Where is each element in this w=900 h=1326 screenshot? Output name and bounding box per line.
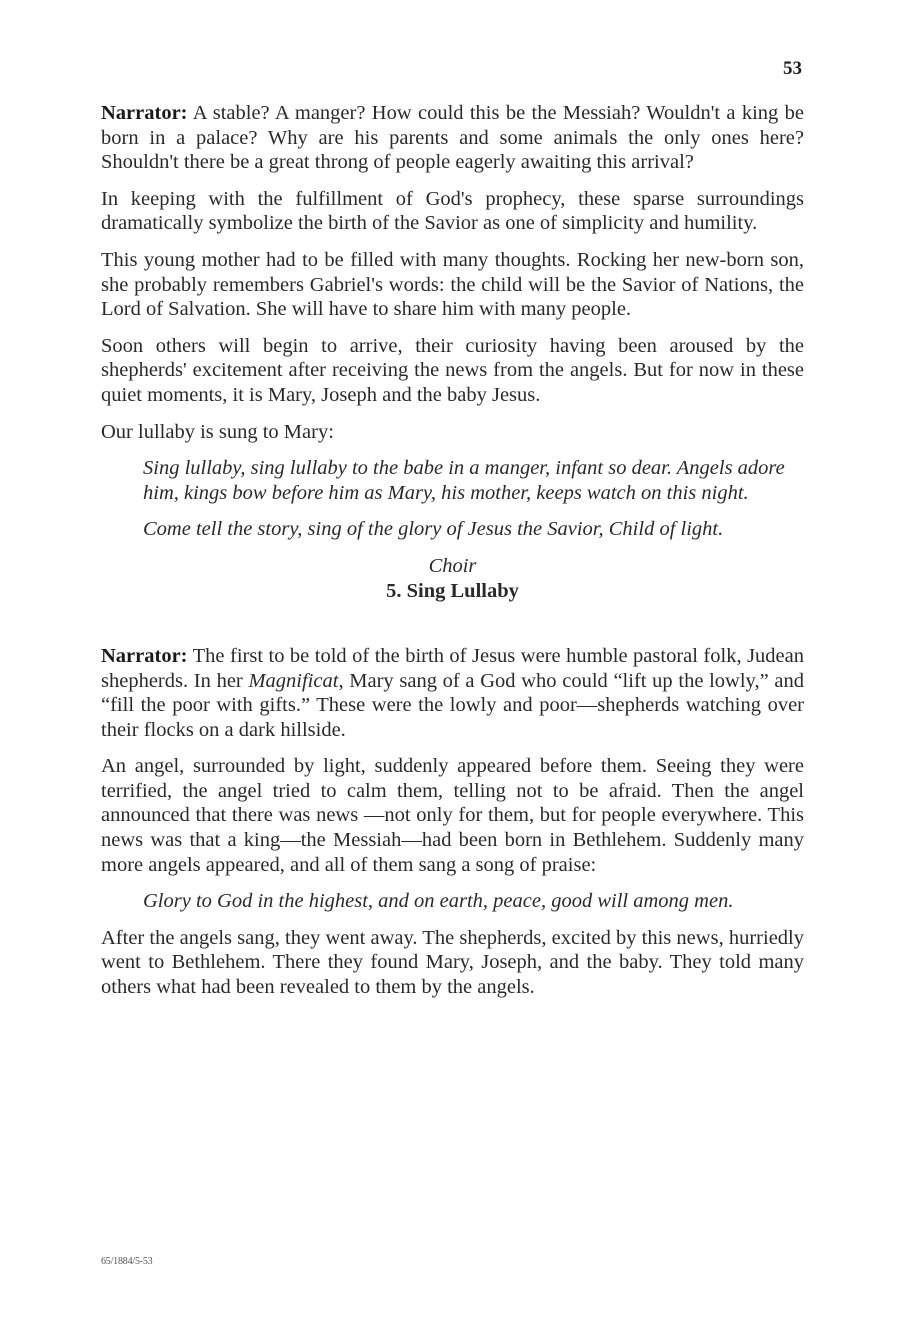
lyric-verse-2: Come tell the story, sing of the glory of Jesus the Savior, Child of light. — [143, 518, 724, 541]
paragraph-2: In keeping with the fulfillment of God's prophecy, these sparse surroundings dramatically symbolize the birth of the Savior as one of simplicity and humility. — [101, 187, 804, 235]
song-header — [101, 554, 804, 604]
paragraph-4: Soon others will begin to arrive, their curiosity having been aroused by the shepherds' excitement after receiving the news from the angels. But for now in these quiet moments, it is Mary, Joseph and the baby Jesus. — [101, 334, 804, 406]
narrator-paragraph-1 — [101, 101, 804, 175]
paragraph-shepherds: After the angels sang, they went away. The shepherds, excited by this news, hurriedly went to Bethlehem. There they found Mary, Joseph, and the baby. They told many others what had been revealed to them by the angels. — [101, 926, 804, 999]
paragraph-3: This young mother had to be filled with many thoughts. Rocking her new-born son, she probably remembers Gabriel's words: the child will be the Savior of Nations, the Lord of Salvation. She will have to share him with many people. — [101, 248, 804, 321]
narrator-paragraph-2 — [101, 644, 804, 742]
page-content — [101, 101, 804, 1012]
paragraph-text: , Mary sang of a God who could “lift up the lowly,” and “fill the poor with gifts.” These were the lowly and poor—shepherds watching over their flocks on a dark hillside. — [101, 669, 805, 741]
page-number: 53 — [783, 58, 802, 79]
speaker-label: Narrator: — [101, 102, 188, 124]
footer-code: 65/1884/5-53 — [101, 1256, 153, 1267]
paragraph-text: A stable? A manger? How could this be the Messiah? Wouldn't a king be born in a palace? Why are his parents and some animals the only ones here? Shouldn't there be a great throng of people eagerly awaiting this arrival? — [101, 102, 804, 174]
paragraph-text: The first to be told of the birth of Jesus were humble pastoral folk, Judean shepherds. In her — [101, 644, 804, 692]
speaker-label: Narrator: — [101, 644, 188, 667]
song-voice: Choir — [428, 554, 477, 577]
song-title: 5. Sing Lullaby — [386, 579, 519, 602]
magnificat-title: Magnificat — [248, 669, 339, 692]
lyric-verse-1: Sing lullaby, sing lullaby to the babe in a manger, infant so dear. Angels adore him, kings bow before him as Mary, his mother, keeps watch on this night. — [143, 457, 785, 504]
lyric-verse-3: Glory to God in the highest, and on earth, peace, good will among men. — [143, 890, 734, 913]
paragraph-angel: An angel, surrounded by light, suddenly appeared before them. Seeing they were terrified, the angel tried to calm them, telling not to be afraid. Then the angel announced that there was news —not only for them, but for people everywhere. This news was that a king—the Messiah—had been born in Bethlehem. Suddenly many more angels appeared, and all of them sang a song of praise: — [101, 755, 804, 876]
paragraph-5: Our lullaby is sung to Mary: — [101, 420, 334, 443]
